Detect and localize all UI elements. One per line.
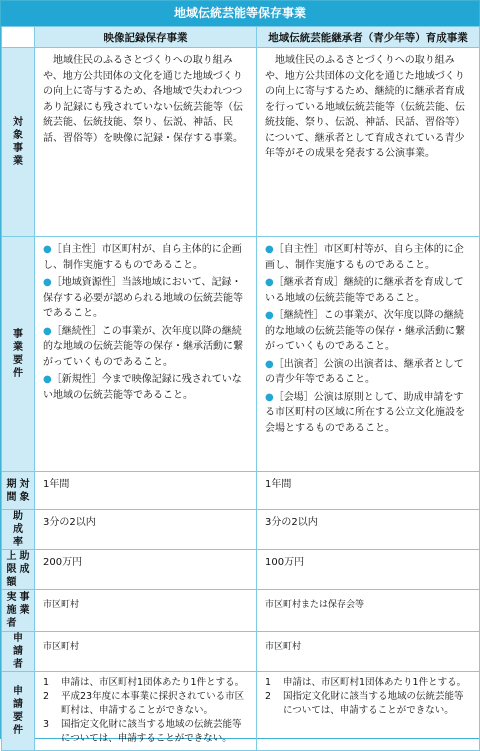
condition-item: 2 国指定文化財に該当する地域の伝統芸能等については、申請することができない。 bbox=[265, 691, 464, 716]
row-label-conditions: 申請要件 bbox=[2, 672, 35, 751]
requirement-item: ●［継続性］この事業が、次年度以降の継続的な地域の伝統芸能等の保存・継承活動に繋がっていくものであること。 bbox=[43, 325, 243, 368]
bullet-icon: ● bbox=[265, 358, 274, 370]
row-applicant bbox=[2, 632, 480, 672]
column-header-video: 映像記録保存事業 bbox=[35, 27, 257, 48]
requirement-item: ●［新規性］今まで映像記録に残されていない地域の伝統芸能等であること。 bbox=[43, 374, 242, 401]
cell-executor-video: 市区町村 bbox=[35, 590, 257, 632]
cell-target-video bbox=[35, 48, 257, 237]
bullet-icon: ● bbox=[265, 310, 274, 321]
cell-limit-video: 200万円 bbox=[35, 550, 257, 590]
requirement-item: ●［地域資源性］当該地域において、記録・保存する必要が認められる地域の伝統芸能等であること。 bbox=[43, 277, 243, 319]
cell-applicant-successor: 市区町村 bbox=[257, 632, 480, 672]
cell-period-video: 1年間 bbox=[35, 472, 257, 510]
row-label-executor: 実施者 事業 bbox=[2, 590, 35, 632]
column-header-successor: 地域伝統芸能継承者（青少年等）育成事業 bbox=[257, 27, 480, 48]
row-limit bbox=[2, 550, 480, 590]
requirement-item: ●［自主性］市区町村が、自ら主体的に企画し、制作実施するものであること。 bbox=[43, 244, 242, 271]
cell-requirements-video bbox=[35, 237, 257, 472]
target-text-video: 地域住民のふるさとづくりへの取り組みや、地方公共団体の文化を通じた地域づくりの向上に寄与するため、各地域で失われつつあり記録にも残されていない伝統芸能等（伝統芸能、伝統技能、祭り、伝説、神話、民話、習俗等）を映像に記録・保存する事業。 bbox=[43, 55, 243, 144]
row-target bbox=[2, 48, 480, 237]
row-label-applicant: 申請者 bbox=[2, 632, 35, 672]
cell-period-successor: 1年間 bbox=[257, 472, 480, 510]
row-executor bbox=[2, 590, 480, 632]
row-period bbox=[2, 472, 480, 510]
cell-executor-successor: 市区町村または保存会等 bbox=[257, 590, 480, 632]
bullet-icon: ● bbox=[265, 391, 274, 403]
cell-rate-successor: 3分の2以内 bbox=[257, 510, 480, 550]
corner-cell bbox=[2, 27, 35, 48]
requirement-item: ●［継続性］この事業が、次年度以降の継続的な地域の伝統芸能等の保存・継承活動に繋がっていくものであること。 bbox=[265, 310, 465, 352]
condition-item: 1 申請は、市区町村1団体あたり1件とする。 bbox=[43, 677, 245, 688]
bullet-icon: ● bbox=[43, 244, 52, 255]
requirement-item: ●［継承者育成］継続的に継承者を育成している地域の伝統芸能等であること。 bbox=[265, 277, 464, 304]
table-title: 地域伝統芸能等保存事業 bbox=[1, 1, 479, 26]
row-label-target: 対象事業 bbox=[2, 48, 35, 237]
row-label-limit: 上限額 助成 bbox=[2, 550, 35, 590]
row-label-rate: 助成率 bbox=[2, 510, 35, 550]
program-table bbox=[1, 26, 480, 751]
requirement-item: ●［会場］公演は原則として、助成申請をする市区町村の区域に所在する公立文化施設を会場とするものであること。 bbox=[265, 391, 465, 434]
cell-applicant-video: 市区町村 bbox=[35, 632, 257, 672]
cell-limit-successor: 100万円 bbox=[257, 550, 480, 590]
condition-item: 2 平成23年度に本事業に採択されている市区町村は、申請することができない。 bbox=[43, 691, 245, 716]
requirement-item: ●［自主性］市区町村等が、自ら主体的に企画し、制作実施するものであること。 bbox=[265, 244, 464, 271]
cell-rate-video: 3分の2以内 bbox=[35, 510, 257, 550]
row-label-period: 期間 対象 bbox=[2, 472, 35, 510]
bullet-icon: ● bbox=[43, 277, 52, 288]
bullet-icon: ● bbox=[43, 374, 52, 385]
bullet-icon: ● bbox=[265, 244, 274, 255]
row-label-requirements: 事業要件 bbox=[2, 237, 35, 472]
row-requirements bbox=[2, 237, 480, 472]
cell-requirements-successor bbox=[257, 237, 480, 472]
header-row bbox=[2, 27, 480, 48]
cell-target-successor bbox=[257, 48, 480, 237]
target-text-successor: 地域住民のふるさとづくりへの取り組みや、地方公共団体の文化を通じた地域づくりの向上に寄与するため、継続的に継承者育成を行っている地域伝統芸能等（伝統芸能、伝統技能、祭り、伝説、神話、民話、習俗等）について、継承者として育成されている青少年等がその成果を発表する公演事業。 bbox=[265, 55, 465, 159]
bullet-icon: ● bbox=[43, 325, 52, 337]
condition-item: 3 国指定文化財に該当する地域の伝統芸能等については、申請することができない。 bbox=[43, 719, 242, 744]
bullet-icon: ● bbox=[265, 277, 274, 288]
row-rate bbox=[2, 510, 480, 550]
condition-item: 1 申請は、市区町村1団体あたり1件とする。 bbox=[265, 677, 467, 688]
requirement-item: ●［出演者］公演の出演者は、継承者としての青少年等であること。 bbox=[265, 358, 464, 385]
